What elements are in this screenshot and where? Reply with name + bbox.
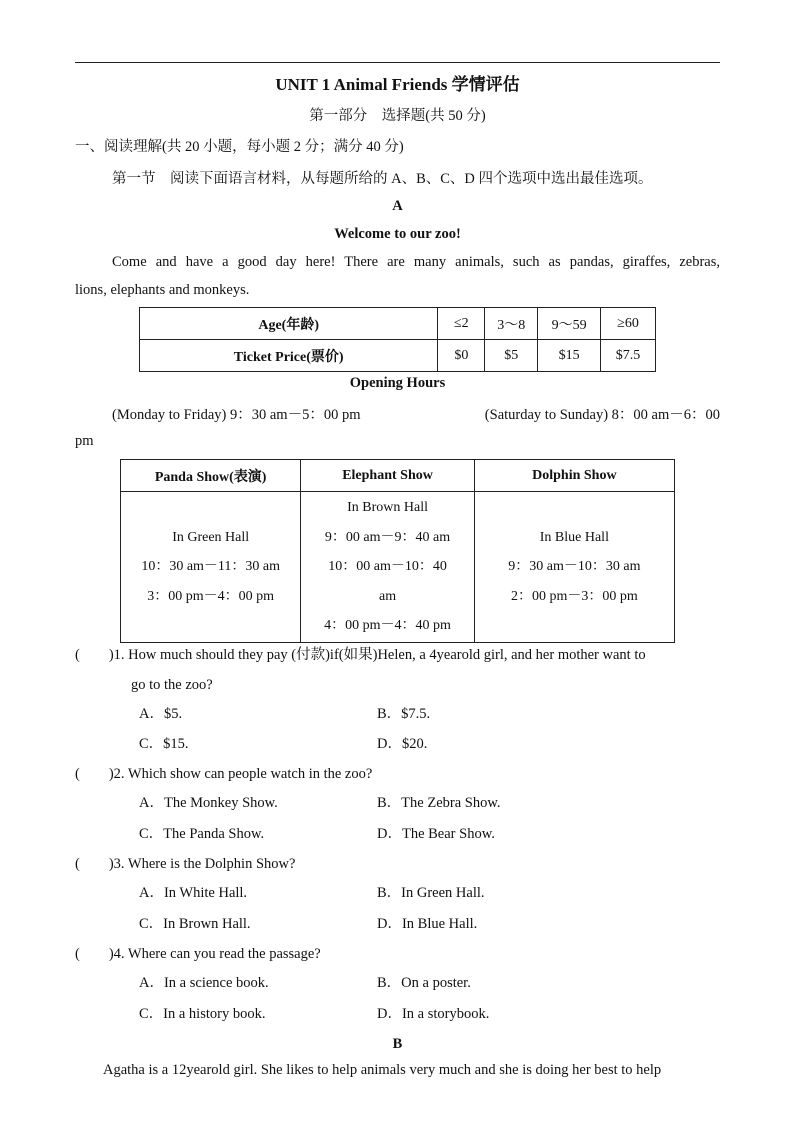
table-row (140, 308, 656, 340)
option-d[interactable]: D．In a storybook. (377, 1006, 490, 1022)
option-d[interactable]: D．In Blue Hall. (377, 916, 478, 932)
option-b[interactable]: B．In Green Hall. (377, 885, 485, 901)
passage-letter-a: A (392, 198, 403, 214)
question-stem-cont: go to the zoo? (131, 677, 213, 693)
age-cell: 3～8 (485, 308, 538, 340)
answer-blank[interactable]: ( ) (75, 946, 114, 962)
option-a[interactable]: A．$5. (139, 706, 183, 722)
option-b[interactable]: B．On a poster. (377, 975, 471, 991)
header-rule (75, 62, 720, 63)
elephant-time: 4：00 pm－4：40 pm (324, 618, 451, 634)
answer-blank[interactable]: ( ) (75, 766, 114, 782)
answer-blank[interactable]: ( ) (75, 856, 114, 872)
age-label: Age(年龄) (140, 308, 438, 340)
elephant-show-header: Elephant Show (301, 460, 474, 492)
instruction-text: 第一节 阅读下面语言材料，从每题所给的 A、B、C、D 四个选项中选出最佳选项。 (112, 171, 653, 187)
question-stem: 1. How much should they pay (付款)if(如果)Helen, a 4yearold girl, and her mother want to (113, 647, 646, 663)
panda-time: 3：00 pm－4：00 pm (147, 588, 275, 604)
elephant-show-cell (301, 492, 474, 643)
option-c[interactable]: C．$15. (139, 736, 189, 752)
passage-b-line-1: Agatha is a 12yearold girl. She likes to help animals very much and she is doing her best to help (103, 1062, 662, 1078)
weekend-hours-tail: pm (75, 433, 94, 449)
intro-line-2: lions, elephants and monkeys. (75, 282, 250, 298)
question-3 (75, 849, 725, 879)
question-4 (75, 939, 725, 969)
ticket-price-table (139, 307, 656, 372)
question-stem: 2. Which show can people watch in the zoo? (113, 766, 373, 782)
page-title: UNIT 1 Animal Friends 学情评估 (275, 75, 520, 94)
elephant-hall: In Brown Hall (347, 500, 428, 516)
dolphin-time: 2：00 pm－3：00 pm (510, 588, 638, 604)
weekday-hours: (Monday to Friday) 9：30 am－5：00 pm (112, 407, 361, 423)
shows-table (120, 459, 675, 643)
option-b[interactable]: B．$7.5. (377, 706, 431, 722)
panda-hall: In Green Hall (172, 529, 250, 545)
part-heading: 第一部分 选择题(共 50 分) (309, 108, 486, 124)
elephant-time: 9：00 am－9：40 am (324, 529, 451, 545)
dolphin-time: 9：30 am－10：30 am (508, 559, 641, 575)
question-stem: 3. Where is the Dolphin Show? (113, 856, 296, 872)
price-cell: $0 (438, 340, 485, 372)
price-label: Ticket Price(票价) (140, 340, 438, 372)
price-cell: $15 (538, 340, 601, 372)
option-a[interactable]: A．In White Hall. (139, 885, 248, 901)
option-c[interactable]: C．The Panda Show. (139, 826, 265, 842)
option-c[interactable]: C．In a history book. (139, 1006, 266, 1022)
weekend-hours: (Saturday to Sunday) 8：00 am－6：00 (484, 407, 720, 423)
intro-line-1: Come and have a good day here! There are many animals, such as pandas, giraffes, zebras, (112, 254, 720, 270)
option-c[interactable]: C．In Brown Hall. (139, 916, 251, 932)
section-heading: 一、阅读理解(共 20 小题，每小题 2 分；满分 40 分) (75, 139, 404, 155)
panda-show-header: Panda Show(表演) (121, 460, 301, 492)
elephant-time: 10：00 am－10：40 (328, 559, 447, 575)
elephant-time: am (378, 588, 397, 604)
table-row (140, 340, 656, 372)
age-cell: ≥60 (601, 308, 656, 340)
price-cell: $7.5 (601, 340, 656, 372)
age-cell: 9～59 (538, 308, 601, 340)
panda-show-cell (121, 492, 301, 643)
table-row (121, 460, 675, 492)
opening-hours-heading: Opening Hours (349, 375, 446, 391)
passage-heading: Welcome to our zoo! (334, 226, 461, 242)
dolphin-show-header: Dolphin Show (474, 460, 674, 492)
age-cell: ≤2 (438, 308, 485, 340)
dolphin-hall: In Blue Hall (539, 529, 609, 545)
option-d[interactable]: D．The Bear Show. (377, 826, 495, 842)
option-a[interactable]: A．The Monkey Show. (139, 795, 278, 811)
panda-time: 10：30 am－11：30 am (141, 559, 281, 575)
dolphin-show-cell (474, 492, 674, 643)
option-a[interactable]: A．In a science book. (139, 975, 269, 991)
option-d[interactable]: D．$20. (377, 736, 428, 752)
passage-letter-b: B (392, 1036, 403, 1052)
question-1 (75, 640, 725, 670)
price-cell: $5 (485, 340, 538, 372)
answer-blank[interactable]: ( ) (75, 647, 114, 663)
table-row (121, 492, 675, 643)
question-2 (75, 759, 725, 789)
option-b[interactable]: B．The Zebra Show. (377, 795, 501, 811)
question-stem: 4. Where can you read the passage? (113, 946, 321, 962)
